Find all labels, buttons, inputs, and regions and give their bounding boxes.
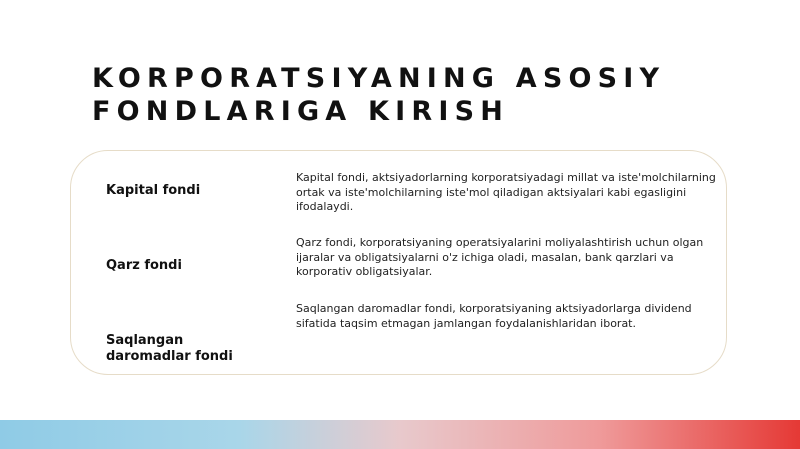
slide-title-line-1: KORPORATSIYANING ASOSIY bbox=[92, 63, 666, 94]
term-capital-fund: Kapital fondi bbox=[106, 183, 201, 198]
slide-title bbox=[92, 62, 665, 128]
term-debt-fund: Qarz fondi bbox=[106, 258, 182, 273]
term-retained-earnings-fund: Saqlangan daromadlar fondi bbox=[106, 333, 233, 364]
footer-gradient-bar bbox=[0, 420, 800, 449]
slide-title-line-2: FONDLARIGA KIRISH bbox=[92, 96, 510, 127]
desc-retained-earnings-fund: Saqlangan daromadlar fondi, korporatsiyaning aktsiyadorlarga dividend sifatida taqsim etmagan jamlangan foydalanishlaridan iborat. bbox=[296, 302, 692, 330]
desc-debt-fund: Qarz fondi, korporatsiyaning operatsiyalarini moliyalashtirish uchun olgan ijaralar va obligatsiyalarni o'z ichiga oladi, masalan, bank qarzlari va korporativ obligatsiyalar. bbox=[296, 236, 704, 278]
desc-capital-fund: Kapital fondi, aktsiyadorlarning korporatsiyadagi millat va iste'molchilarning ortak va iste'molchilarning iste'mol qiladigan aktsiyalari kabi egasligini ifodalaydi. bbox=[296, 171, 716, 213]
